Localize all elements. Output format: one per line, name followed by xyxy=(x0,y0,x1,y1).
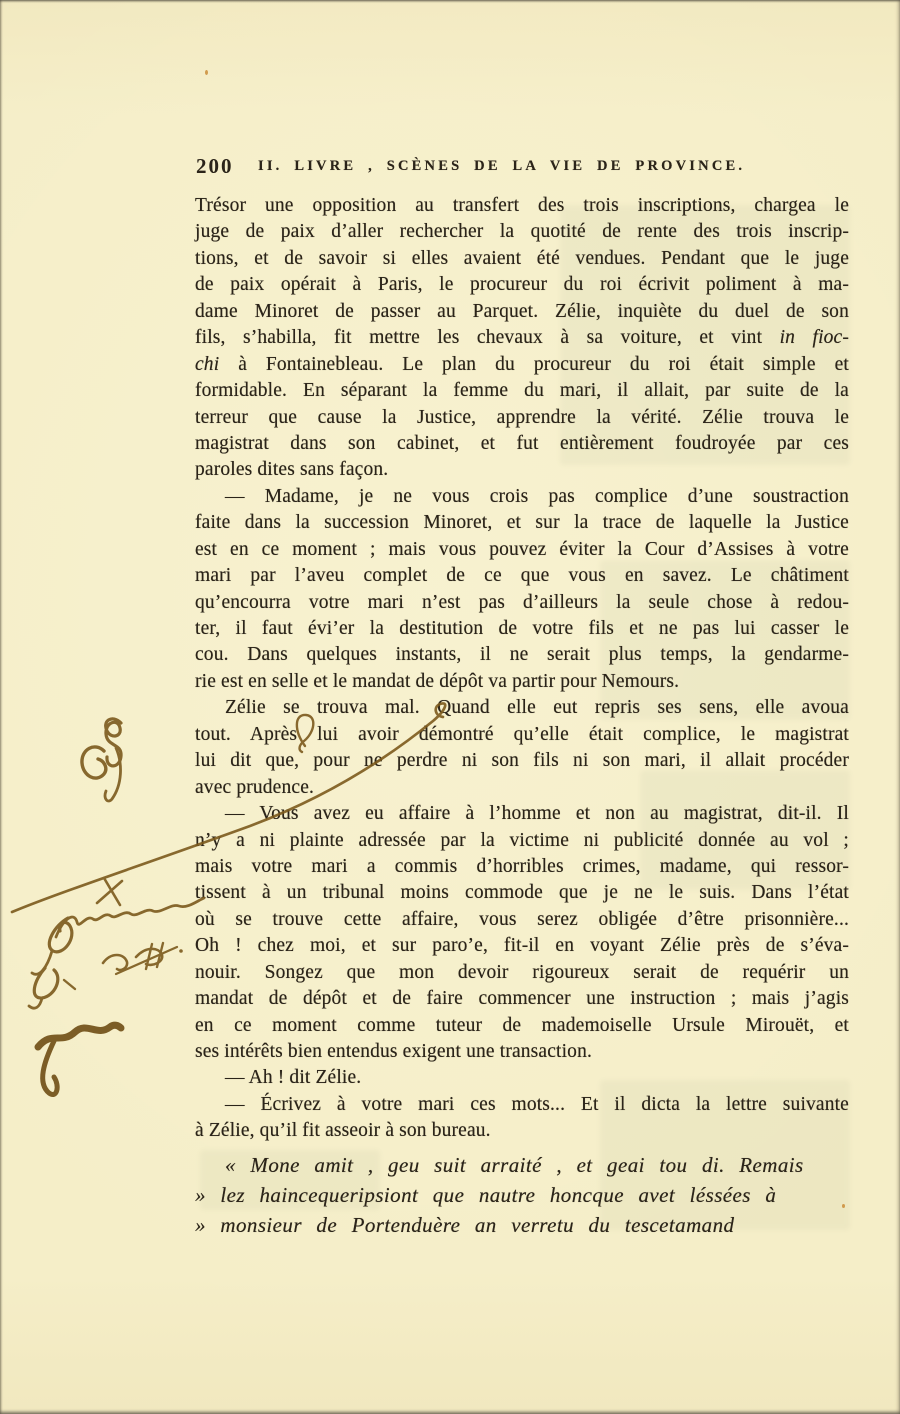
text-line: chi à Fontainebleau. Le plan du procureur du roi était simple et xyxy=(195,353,849,375)
text-line: Trésor une opposition au transfert des trois inscriptions, chargea le xyxy=(195,195,849,216)
quoted-letter-line: » monsieur de Portenduère an verretu du tescetamand xyxy=(195,1213,735,1238)
quoted-letter-line: » lez haincequeripsiont que nautre honcque avet léssées à xyxy=(195,1182,777,1207)
text-line: rie est en selle et le mandat de dépôt va partir pour Nemours. xyxy=(195,670,680,692)
text-line: ses intérêts bien entendus exigent une transaction. xyxy=(195,1041,592,1062)
text-line: paroles dites sans façon. xyxy=(195,459,389,481)
text-line: terreur que cause la Justice, apprendre la vérité. Zélie trouva le xyxy=(195,406,849,428)
running-title: II. LIVRE , SCÈNES DE LA VIE DE PROVINCE. xyxy=(258,158,746,174)
text-line: qu’encourra votre mari n’est pas d’ailleurs la seule chose à redou- xyxy=(195,591,849,613)
text-line: à Zélie, qu’il fit asseoir à son bureau. xyxy=(195,1120,491,1142)
text-line: tions, et de savoir si elles avaient été vendues. Pendant que le juge xyxy=(195,247,849,269)
text-line: avec prudence. xyxy=(195,776,315,798)
italic-phrase: chi xyxy=(195,353,220,375)
page-number: 200 xyxy=(196,154,234,178)
text-line: faite dans la succession Minoret, et sur la trace de laquelle la Justice xyxy=(195,512,849,534)
text-line: — Écrivez à votre mari ces mots... Et il dicta la lettre suivante xyxy=(225,1093,849,1115)
text-line: lui dit que, pour ne perdre ni son fils ni son mari, il allait procéder xyxy=(195,750,849,772)
text-line: juge de paix d’aller rechercher la quotité de rente des trois inscrip- xyxy=(195,221,849,243)
text-line: cou. Dans quelques instants, il ne serait plus temps, la gendarme- xyxy=(195,644,849,666)
text-line: n’y a ni plainte adressée par la victime ni publicité donnée au vol ; xyxy=(195,829,849,851)
text-line: Oh ! chez moi, et sur paro’e, fit-il en voyant Zélie près de s’éva- xyxy=(195,935,849,957)
text-line: — Vous avez eu affaire à l’homme et non au magistrat, dit-il. Il xyxy=(225,803,849,825)
text-line: tissent à un tribunal moins commode que je ne le suis. Dans l’état xyxy=(195,882,849,904)
paper-speck xyxy=(205,70,208,75)
text-line: tout. Après lui avoir démontré qu’elle était complice, le magistrat xyxy=(195,723,849,745)
text-line: mari par l’aveu complet de ce que vous en savez. Le châtiment xyxy=(195,565,849,587)
text-line: formidable. En séparant la femme du mari, il allait, par suite de la xyxy=(195,380,849,402)
text-line: fils, s’habilla, fit mettre les chevaux à sa voiture, et vint in fioc- xyxy=(195,327,849,349)
text-line: où se trouve cette affaire, vous serez obligée d’être prisonnière... xyxy=(195,908,849,930)
text-line: ter, il faut évi’er la destitution de votre fils et ne pas lui casser le xyxy=(195,618,849,639)
margin-scribble-38 xyxy=(82,719,121,801)
text-line: Zélie se trouva mal. Quand elle eut repris ses sens, elle avoua xyxy=(225,697,849,719)
text-line: dame Minoret de passer au Parquet. Zélie, inquiète du duel de son xyxy=(195,300,849,322)
quoted-letter-line: « Mone amit , geu suit arraité , et geai tou di. Remais xyxy=(225,1152,804,1177)
text-line: magistrat dans son cabinet, et fut entièrement foudroyée par ces xyxy=(195,432,849,454)
text-line: — Madame, je ne vous crois pas complice d’une soustraction xyxy=(225,485,849,507)
text-block xyxy=(195,193,849,1240)
text-line: en ce moment comme tuteur de mademoiselle Ursule Mirouët, et xyxy=(195,1014,849,1036)
margin-cursive-annotations xyxy=(29,878,204,1095)
text-line: est en ce moment ; mais vous pouvez éviter la Cour d’Assises à votre xyxy=(195,538,849,560)
running-header xyxy=(195,154,849,180)
text-line: de paix opérait à Paris, le procureur du roi écrivit poliment à ma- xyxy=(195,274,849,296)
paper-speck xyxy=(842,1204,845,1208)
text-line: nouir. Songez que mon devoir rigoureux serait de requérir un xyxy=(195,961,849,983)
italic-phrase: in fioc- xyxy=(779,327,849,349)
text-line: mandat de dépôt et de faire commencer une instruction ; mais j’agis xyxy=(195,988,849,1010)
text-line: — Ah ! dit Zélie. xyxy=(225,1067,362,1089)
text-line: mais votre mari a commis d’horribles crimes, madame, qui ressor- xyxy=(195,855,849,877)
